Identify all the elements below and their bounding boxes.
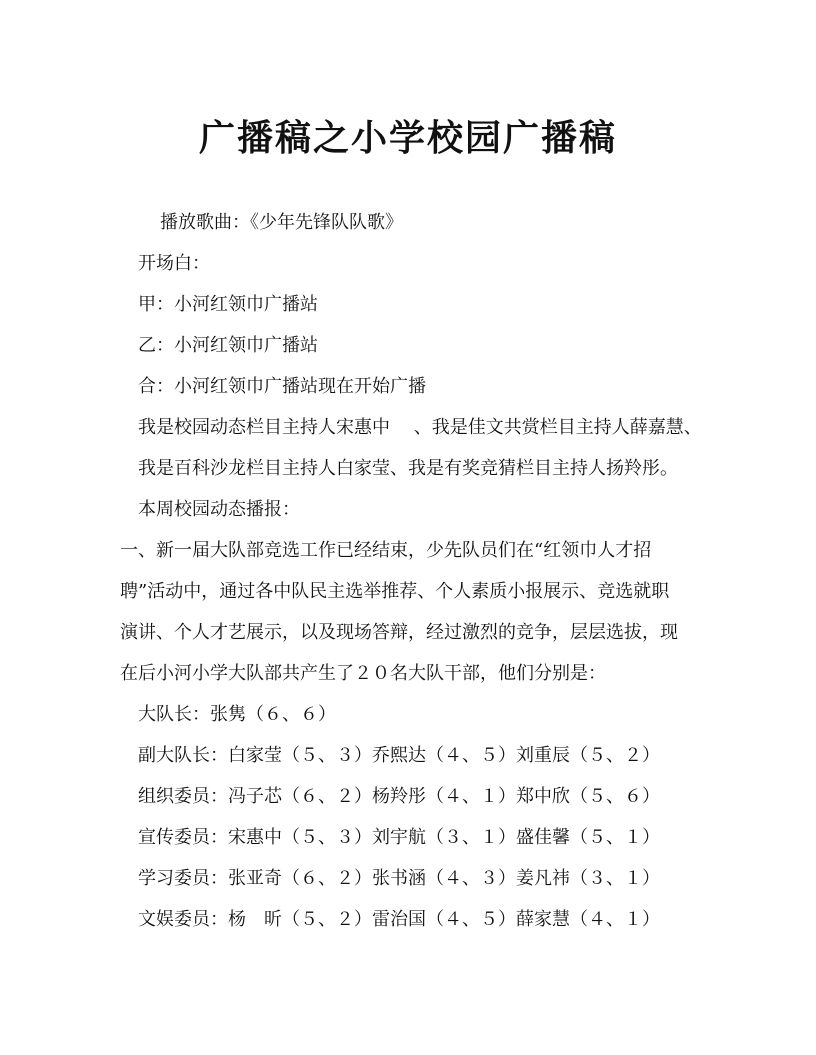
- list-item: 组织委员：冯子芯（６、２）杨羚彤（４、１）郑中欣（５、６）: [138, 786, 660, 807]
- opening-label: 开场白：: [138, 253, 210, 274]
- hosts-intro-line-2: 我是百科沙龙栏目主持人白家莹、我是有奖竞猜栏目主持人扬羚彤。: [138, 458, 678, 479]
- host-b-line: 乙：小河红领巾广播站: [138, 335, 318, 356]
- news-paragraph-line-1: 一、新一届大队部竞选工作已经结束，少先队员们在“红领巾人才招: [120, 540, 652, 561]
- list-item: 宣传委员：宋惠中（５、３）刘宇航（３、１）盛佳馨（５、１）: [138, 827, 660, 848]
- campus-news-heading: 本周校园动态播报：: [138, 499, 300, 520]
- list-item: 大队长：张隽（６、６）: [138, 704, 336, 725]
- news-paragraph-line-2: 聘”活动中，通过各中队民主选举推荐、个人素质小报展示、竞选就职: [120, 581, 670, 602]
- list-item: 文娱委员：杨 昕（５、２）雷治国（４、５）薛家慧（４、１）: [138, 909, 660, 930]
- together-line: 合：小河红领巾广播站现在开始广播: [138, 376, 426, 397]
- list-item: 副大队长：白家莹（５、３）乔熙达（４、５）刘重辰（５、２）: [138, 745, 660, 766]
- song-line: 播放歌曲：《少年先锋队队歌》: [160, 212, 403, 233]
- news-paragraph-line-4: 在后小河小学大队部共产生了２０名大队干部，他们分别是：: [120, 663, 606, 684]
- document-title: 广播稿之小学校园广播稿: [198, 117, 617, 159]
- list-item: 学习委员：张亚奇（６、２）张书涵（４、３）姜凡祎（３、１）: [138, 868, 660, 889]
- host-a-line: 甲：小河红领巾广播站: [138, 294, 318, 315]
- hosts-intro-line-1: 我是校园动态栏目主持人宋惠中 、我是佳文共赏栏目主持人薛嘉慧、: [138, 417, 702, 438]
- news-paragraph-line-3: 演讲、个人才艺展示，以及现场答辩，经过激烈的竞争，层层选拔，现: [120, 622, 678, 643]
